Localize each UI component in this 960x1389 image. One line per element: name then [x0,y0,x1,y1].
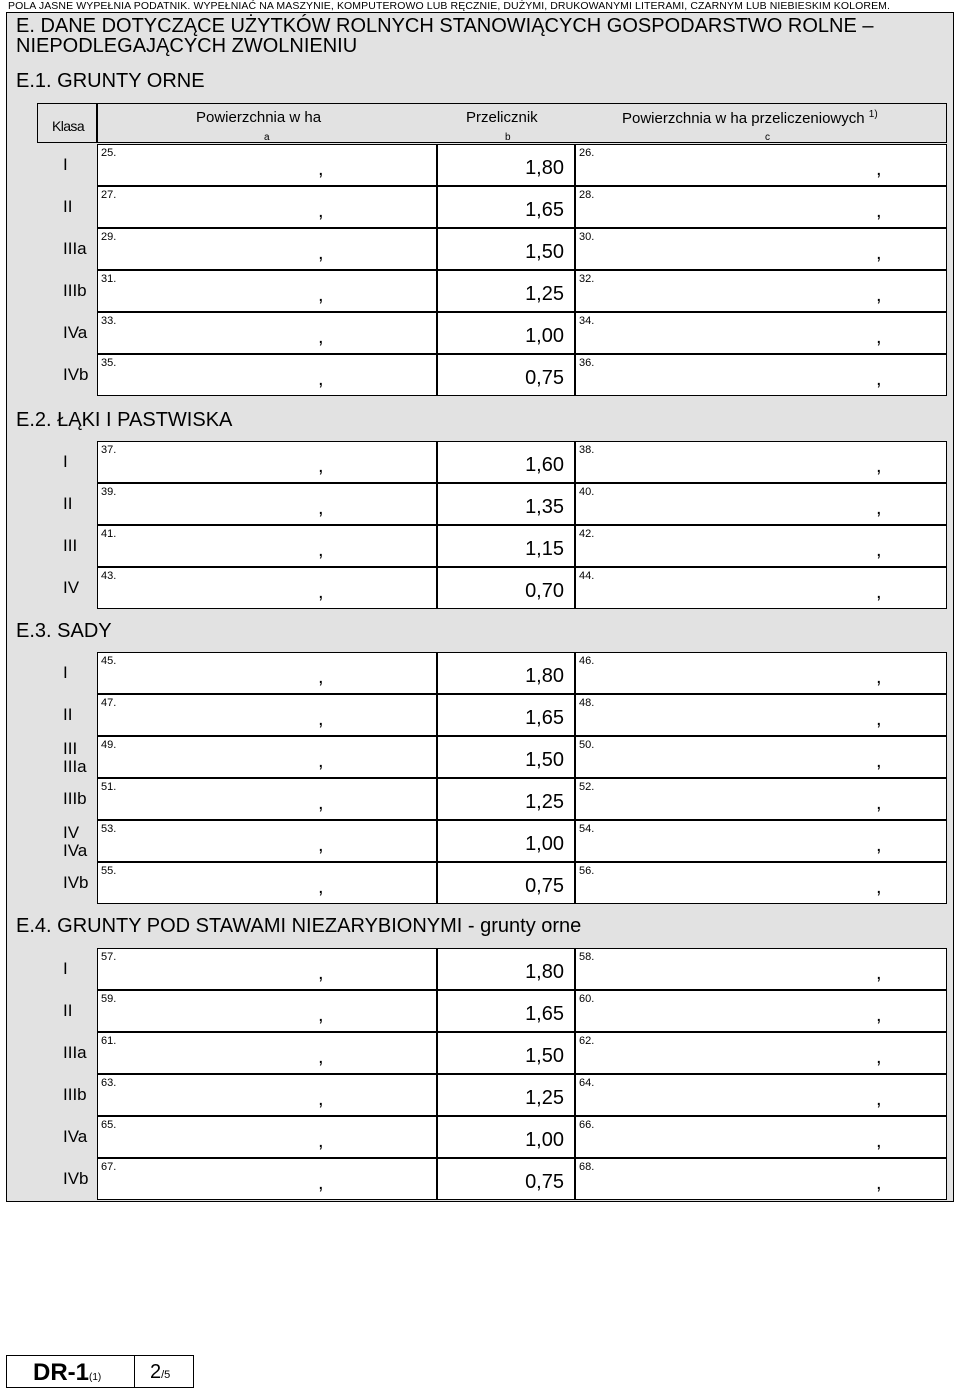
table-row [37,736,947,778]
field-number: 43. [101,570,117,582]
field-number: 57. [101,951,117,963]
klasa-label: IVa [63,841,88,860]
conversion-factor-cell [437,1074,575,1116]
converted-area-input-field[interactable] [575,144,947,186]
factor-column-label: Przelicznik [466,109,538,126]
field-number: 53. [101,823,117,835]
klasa-label: IVb [63,1169,89,1188]
decimal-comma: , [318,284,324,306]
klasa-label: III [63,739,78,758]
section-e3-rows [37,652,947,904]
klasa-label: II [63,1001,73,1020]
area-input-field[interactable] [97,1074,437,1116]
area-column-label: Powierzchnia w ha [196,109,322,126]
area-input-field[interactable] [97,820,437,862]
decimal-comma: , [876,792,882,814]
converted-area-input-field[interactable] [575,990,947,1032]
klasa-label: IIIa [63,1043,87,1062]
decimal-comma: , [876,1088,882,1110]
decimal-comma: , [318,1046,324,1068]
section-title-e4: E.4. GRUNTY POD STAWAMI NIEZARYBIONYMI - grunty orne [16,915,582,937]
field-number: 35. [101,357,117,369]
conversion-factor: 1,15 [525,538,564,560]
decimal-comma: , [876,876,882,898]
converted-area-input-field[interactable] [575,483,947,525]
klasa-cell [37,441,97,483]
klasa-label: I [63,452,68,471]
klasa-label: IIIa [63,239,87,258]
decimal-comma: , [876,962,882,984]
converted-area-input-field[interactable] [575,948,947,990]
conversion-factor: 0,70 [525,580,564,602]
conversion-factor-cell [437,778,575,820]
conversion-factor-cell [437,990,575,1032]
klasa-label: IV [63,823,80,842]
klasa-cell [37,228,97,270]
table-row [37,312,947,354]
decimal-comma: , [318,158,324,180]
field-number: 65. [101,1119,117,1131]
klasa-label: IVa [63,323,88,342]
decimal-comma: , [876,539,882,561]
klasa-cell [37,1158,97,1200]
klasa-label: I [63,155,68,174]
area-input-field[interactable] [97,228,437,270]
converted-area-input-field[interactable] [575,1032,947,1074]
conversion-factor-cell [437,948,575,990]
column-headers [97,103,947,143]
converted-area-input-field[interactable] [575,1074,947,1116]
decimal-comma: , [318,1172,324,1194]
field-number: 25. [101,147,117,159]
decimal-comma: , [318,1088,324,1110]
decimal-comma: , [318,750,324,772]
field-number: 55. [101,865,117,877]
table-row [37,694,947,736]
table-row [37,820,947,862]
klasa-cell [37,312,97,354]
decimal-comma: , [876,368,882,390]
conversion-factor: 1,60 [525,454,564,476]
converted-area-input-field[interactable] [575,778,947,820]
converted-area-input-field[interactable] [575,354,947,396]
klasa-cell [37,1116,97,1158]
conversion-factor: 1,00 [525,833,564,855]
area-input-field[interactable] [97,270,437,312]
klasa-label: II [63,494,73,513]
field-number: 26. [579,147,595,159]
section-e2-rows [37,441,947,609]
decimal-comma: , [876,750,882,772]
decimal-comma: , [876,158,882,180]
area-input-field[interactable] [97,144,437,186]
klasa-label: I [63,959,68,978]
klasa-cell [37,862,97,904]
field-number: 39. [101,486,117,498]
klasa-cell [37,652,97,694]
conversion-factor: 0,75 [525,875,564,897]
table-row [37,1116,947,1158]
table-row [37,441,947,483]
column-a-marker: a [264,132,270,143]
conversion-factor-cell [437,228,575,270]
conversion-factor: 1,65 [525,707,564,729]
area-input-field[interactable] [97,312,437,354]
area-input-field[interactable] [97,1032,437,1074]
converted-area-input-field[interactable] [575,270,947,312]
decimal-comma: , [876,1172,882,1194]
klasa-label: IV [63,578,80,597]
converted-area-input-field[interactable] [575,228,947,270]
field-number: 37. [101,444,117,456]
field-number: 34. [579,315,595,327]
conversion-factor: 1,50 [525,1045,564,1067]
decimal-comma: , [876,455,882,477]
form-footer [6,1355,194,1388]
field-number: 64. [579,1077,595,1089]
converted-area-input-field[interactable] [575,1158,947,1200]
klasa-label: IIIa [63,757,87,776]
decimal-comma: , [318,834,324,856]
conversion-factor-cell [437,1158,575,1200]
field-number: 28. [579,189,595,201]
area-input-field[interactable] [97,736,437,778]
field-number: 60. [579,993,595,1005]
klasa-cell [37,694,97,736]
field-number: 40. [579,486,595,498]
table-row [37,144,947,186]
table-row [37,862,947,904]
klasa-cell [37,1032,97,1074]
field-number: 49. [101,739,117,751]
field-number: 27. [101,189,117,201]
converted-area-input-field[interactable] [575,567,947,609]
conversion-factor-cell [437,736,575,778]
section-title-e3: E.3. SADY [16,620,112,642]
conversion-factor-cell [437,652,575,694]
field-number: 50. [579,739,595,751]
field-number: 66. [579,1119,595,1131]
conversion-factor: 0,75 [525,1171,564,1193]
conversion-factor-cell [437,525,575,567]
field-number: 47. [101,697,117,709]
table-row [37,1032,947,1074]
footer-divider [134,1356,135,1387]
decimal-comma: , [318,539,324,561]
klasa-cell [37,144,97,186]
conversion-factor-cell [437,312,575,354]
conversion-factor: 0,75 [525,367,564,389]
section-e1-rows [37,144,947,396]
klasa-cell [37,483,97,525]
klasa-label: II [63,197,73,216]
field-number: 32. [579,273,595,285]
klasa-label: I [63,663,68,682]
table-row [37,778,947,820]
klasa-label: II [63,705,73,724]
area-input-field[interactable] [97,1158,437,1200]
conversion-factor-cell [437,483,575,525]
klasa-label: IIIb [63,1085,87,1104]
conversion-factor: 1,25 [525,1087,564,1109]
conversion-factor-cell [437,441,575,483]
field-number: 63. [101,1077,117,1089]
field-number: 42. [579,528,595,540]
field-number: 51. [101,781,117,793]
conversion-factor: 1,65 [525,199,564,221]
field-number: 67. [101,1161,117,1173]
decimal-comma: , [318,876,324,898]
column-header-klasa [37,103,97,143]
area-input-field[interactable] [97,567,437,609]
decimal-comma: , [876,242,882,264]
table-row [37,1074,947,1116]
conversion-factor-cell [437,862,575,904]
page-number: 2/5 [150,1361,171,1383]
section-e4-rows [37,948,947,1200]
conversion-factor: 1,25 [525,283,564,305]
field-number: 33. [101,315,117,327]
klasa-cell [37,567,97,609]
klasa-cell [37,354,97,396]
decimal-comma: , [318,497,324,519]
field-number: 44. [579,570,595,582]
conversion-factor-cell [437,144,575,186]
field-number: 30. [579,231,595,243]
decimal-comma: , [318,1130,324,1152]
converted-area-input-field[interactable] [575,525,947,567]
klasa-cell [37,948,97,990]
decimal-comma: , [876,834,882,856]
area-input-field[interactable] [97,354,437,396]
conversion-factor-cell [437,1116,575,1158]
field-number: 58. [579,951,595,963]
field-number: 61. [101,1035,117,1047]
converted-area-input-field[interactable] [575,736,947,778]
field-number: 59. [101,993,117,1005]
decimal-comma: , [876,200,882,222]
klasa-cell [37,990,97,1032]
conversion-factor-cell [437,567,575,609]
conversion-factor-cell [437,354,575,396]
conversion-factor: 1,80 [525,157,564,179]
conversion-factor: 1,65 [525,1003,564,1025]
table-row [37,186,947,228]
klasa-label: Klasa [52,118,85,134]
conversion-factor-cell [437,694,575,736]
decimal-comma: , [876,708,882,730]
section-title-e2: E.2. ŁĄKI I PASTWISKA [16,409,233,431]
conversion-factor: 1,80 [525,961,564,983]
area-input-field[interactable] [97,525,437,567]
field-number: 56. [579,865,595,877]
decimal-comma: , [318,242,324,264]
converted-area-input-field[interactable] [575,312,947,354]
field-number: 41. [101,528,117,540]
field-number: 48. [579,697,595,709]
field-number: 68. [579,1161,595,1173]
klasa-cell [37,778,97,820]
decimal-comma: , [876,1046,882,1068]
area-input-field[interactable] [97,778,437,820]
area-input-field[interactable] [97,483,437,525]
decimal-comma: , [318,326,324,348]
decimal-comma: , [318,368,324,390]
decimal-comma: , [318,792,324,814]
converted-area-input-field[interactable] [575,694,947,736]
table-row [37,483,947,525]
table-row [37,948,947,990]
area-input-field[interactable] [97,1116,437,1158]
table-row [37,525,947,567]
decimal-comma: , [318,581,324,603]
conversion-factor-cell [437,820,575,862]
conversion-factor: 1,80 [525,665,564,687]
klasa-cell [37,270,97,312]
area-input-field[interactable] [97,441,437,483]
decimal-comma: , [318,962,324,984]
klasa-cell [37,820,97,862]
decimal-comma: , [876,497,882,519]
klasa-cell [37,1074,97,1116]
table-row [37,270,947,312]
section-title-e1: E.1. GRUNTY ORNE [16,70,205,92]
fill-instructions: POLA JASNE WYPEŁNIA PODATNIK. WYPEŁNIAĆ NA MASZYNIE, KOMPUTEROWO LUB RĘCZNIE, DUŻYMI, DRUKOWANYMI LITERAMI, CZARNYM LUB NIEBIESKIM KOLOREM. [8,0,891,12]
converted-area-input-field[interactable] [575,441,947,483]
converted-area-input-field[interactable] [575,820,947,862]
field-number: 31. [101,273,117,285]
klasa-cell [37,525,97,567]
klasa-label: IIIb [63,789,87,808]
column-b-marker: b [505,132,511,143]
klasa-label: III [63,536,78,555]
decimal-comma: , [318,455,324,477]
table-row [37,1158,947,1200]
decimal-comma: , [876,581,882,603]
field-number: 46. [579,655,595,667]
area-input-field[interactable] [97,694,437,736]
field-number: 54. [579,823,595,835]
field-number: 29. [101,231,117,243]
area-input-field[interactable] [97,990,437,1032]
table-row [37,567,947,609]
conversion-factor: 1,50 [525,749,564,771]
klasa-label: IVa [63,1127,88,1146]
decimal-comma: , [876,666,882,688]
converted-area-input-field[interactable] [575,862,947,904]
conversion-factor: 1,35 [525,496,564,518]
table-row [37,990,947,1032]
decimal-comma: , [876,1130,882,1152]
decimal-comma: , [876,1004,882,1026]
table-row [37,652,947,694]
converted-column-label: Powierzchnia w ha przeliczeniowych $^{1)}$ [622,109,878,127]
section-e-title: E. DANE DOTYCZĄCE UŻYTKÓW ROLNYCH STANOWIĄCYCH GOSPODARSTWO ROLNE – NIEPODLEGAJĄCYCH ZWOLNIENIU [16,15,874,57]
converted-area-input-field[interactable] [575,1116,947,1158]
conversion-factor: 1,00 [525,325,564,347]
conversion-factor-cell [437,186,575,228]
area-input-field[interactable] [97,948,437,990]
column-c-marker: c [765,132,770,143]
field-number: 36. [579,357,595,369]
conversion-factor: 1,50 [525,241,564,263]
conversion-factor-cell [437,270,575,312]
conversion-factor-cell [437,1032,575,1074]
klasa-label: IIIb [63,281,87,300]
area-input-field[interactable] [97,652,437,694]
klasa-cell [37,736,97,778]
table-row [37,354,947,396]
form-code: DR-1(1) [33,1359,102,1386]
table-row [37,228,947,270]
klasa-cell [37,186,97,228]
converted-area-input-field[interactable] [575,652,947,694]
field-number: 62. [579,1035,595,1047]
decimal-comma: , [318,1004,324,1026]
field-number: 38. [579,444,595,456]
decimal-comma: , [318,666,324,688]
area-input-field[interactable] [97,186,437,228]
klasa-label: IVb [63,873,89,892]
decimal-comma: , [318,708,324,730]
decimal-comma: , [876,326,882,348]
conversion-factor: 1,25 [525,791,564,813]
klasa-label: IVb [63,365,89,384]
field-number: 52. [579,781,595,793]
field-number: 45. [101,655,117,667]
converted-area-input-field[interactable] [575,186,947,228]
conversion-factor: 1,00 [525,1129,564,1151]
decimal-comma: , [876,284,882,306]
area-input-field[interactable] [97,862,437,904]
decimal-comma: , [318,200,324,222]
